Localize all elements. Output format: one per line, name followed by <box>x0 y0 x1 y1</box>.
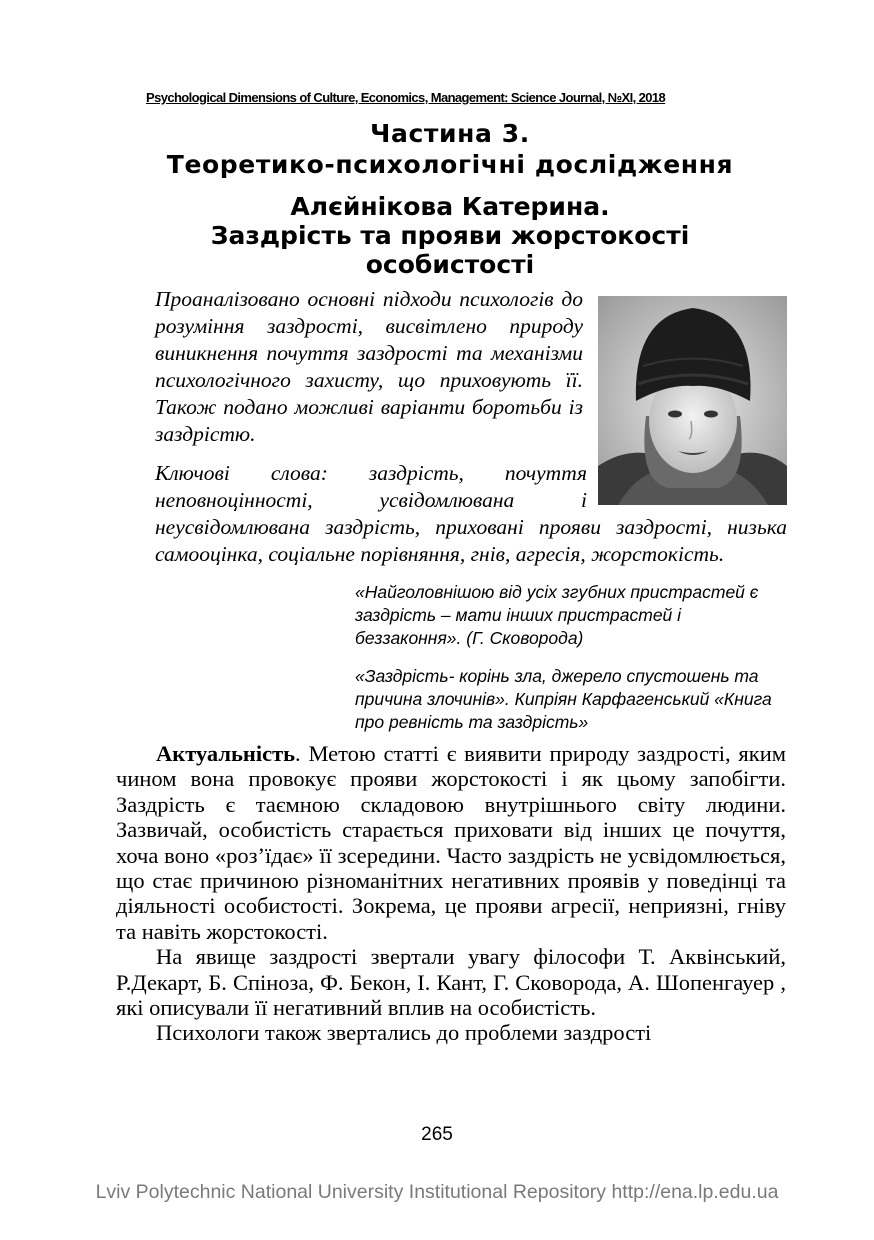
epigraph: «Найголовнішою від усіх згубних пристрастей є заздрість – мати інших пристрастей і беззаконня». (Г. Сковорода) <box>355 582 759 648</box>
epigraph: «Заздрість- корінь зла, джерело спустошень та причина злочинів». Кипріян Карфагенський «Книга про ревність та заздрість» <box>355 666 772 732</box>
paragraph <box>116 741 786 944</box>
part-title-line: Теоретико-психологічні дослідження <box>166 150 734 179</box>
body-text <box>116 741 786 1046</box>
article-title-line: особистості <box>365 250 535 279</box>
article-title-line: Заздрість та прояви жорстокості <box>210 221 690 250</box>
abstract: Проаналізовано основні підходи психологів до розуміння заздрості, висвітлено природу виникнення почуття заздрості та механізми психологічного захисту, що приховують її. Також подано можливі варіанти боротьби із заздрістю. <box>155 287 583 446</box>
section-lead: Актуальність <box>156 741 296 766</box>
running-head: Psychological Dimensions of Culture, Economics, Management: Science Journal, №XI, 2018 <box>146 90 666 105</box>
article-title <box>100 192 800 279</box>
repository-footer: Lviv Polytechnic National University Institutional Repository http://ena.lp.edu.ua <box>95 1181 779 1203</box>
paragraph: Психологи також звертались до проблеми заздрості <box>156 1020 652 1046</box>
keywords <box>155 460 787 568</box>
part-title <box>100 118 800 180</box>
paragraph-text: . Метою статті є виявити природу заздрості, яким чином вона провокує прояви жорстокості і як цьому запобігти. Заздрість є таємною складовою внутрішнього світу людини. Зазвичай, особистість старається приховати від інших це почуття, хоча воно «роз’їдає» її зсередини. Часто заздрість не усвідомлюється, що стає причиною різноманітних негативних проявів у поведінці та діяльності особистості. Зокрема, це прояви агресії, неприязні, гніву та навіть жорстокості. <box>116 741 786 944</box>
keywords-text: Ключові слова: заздрість, почуття неповноцінності, усвідомлювана і неусвідомлювана заздрість, приховані прояви заздрості, низька самооцінка, соціальне порівняння, гнів, агресія, жорстокість. <box>155 461 787 566</box>
part-title-line: Частина 3. <box>370 119 530 148</box>
page-number: 265 <box>421 1124 453 1145</box>
author-name: Алєйнікова Катерина. <box>290 192 610 221</box>
paragraph: На явище заздрості звертали увагу філософи Т. Аквінський, Р.Декарт, Б. Спіноза, Ф. Бекон, І. Кант, Г. Сковорода, А. Шопенгауер , які описували її негативний вплив на особистість. <box>116 944 786 1021</box>
